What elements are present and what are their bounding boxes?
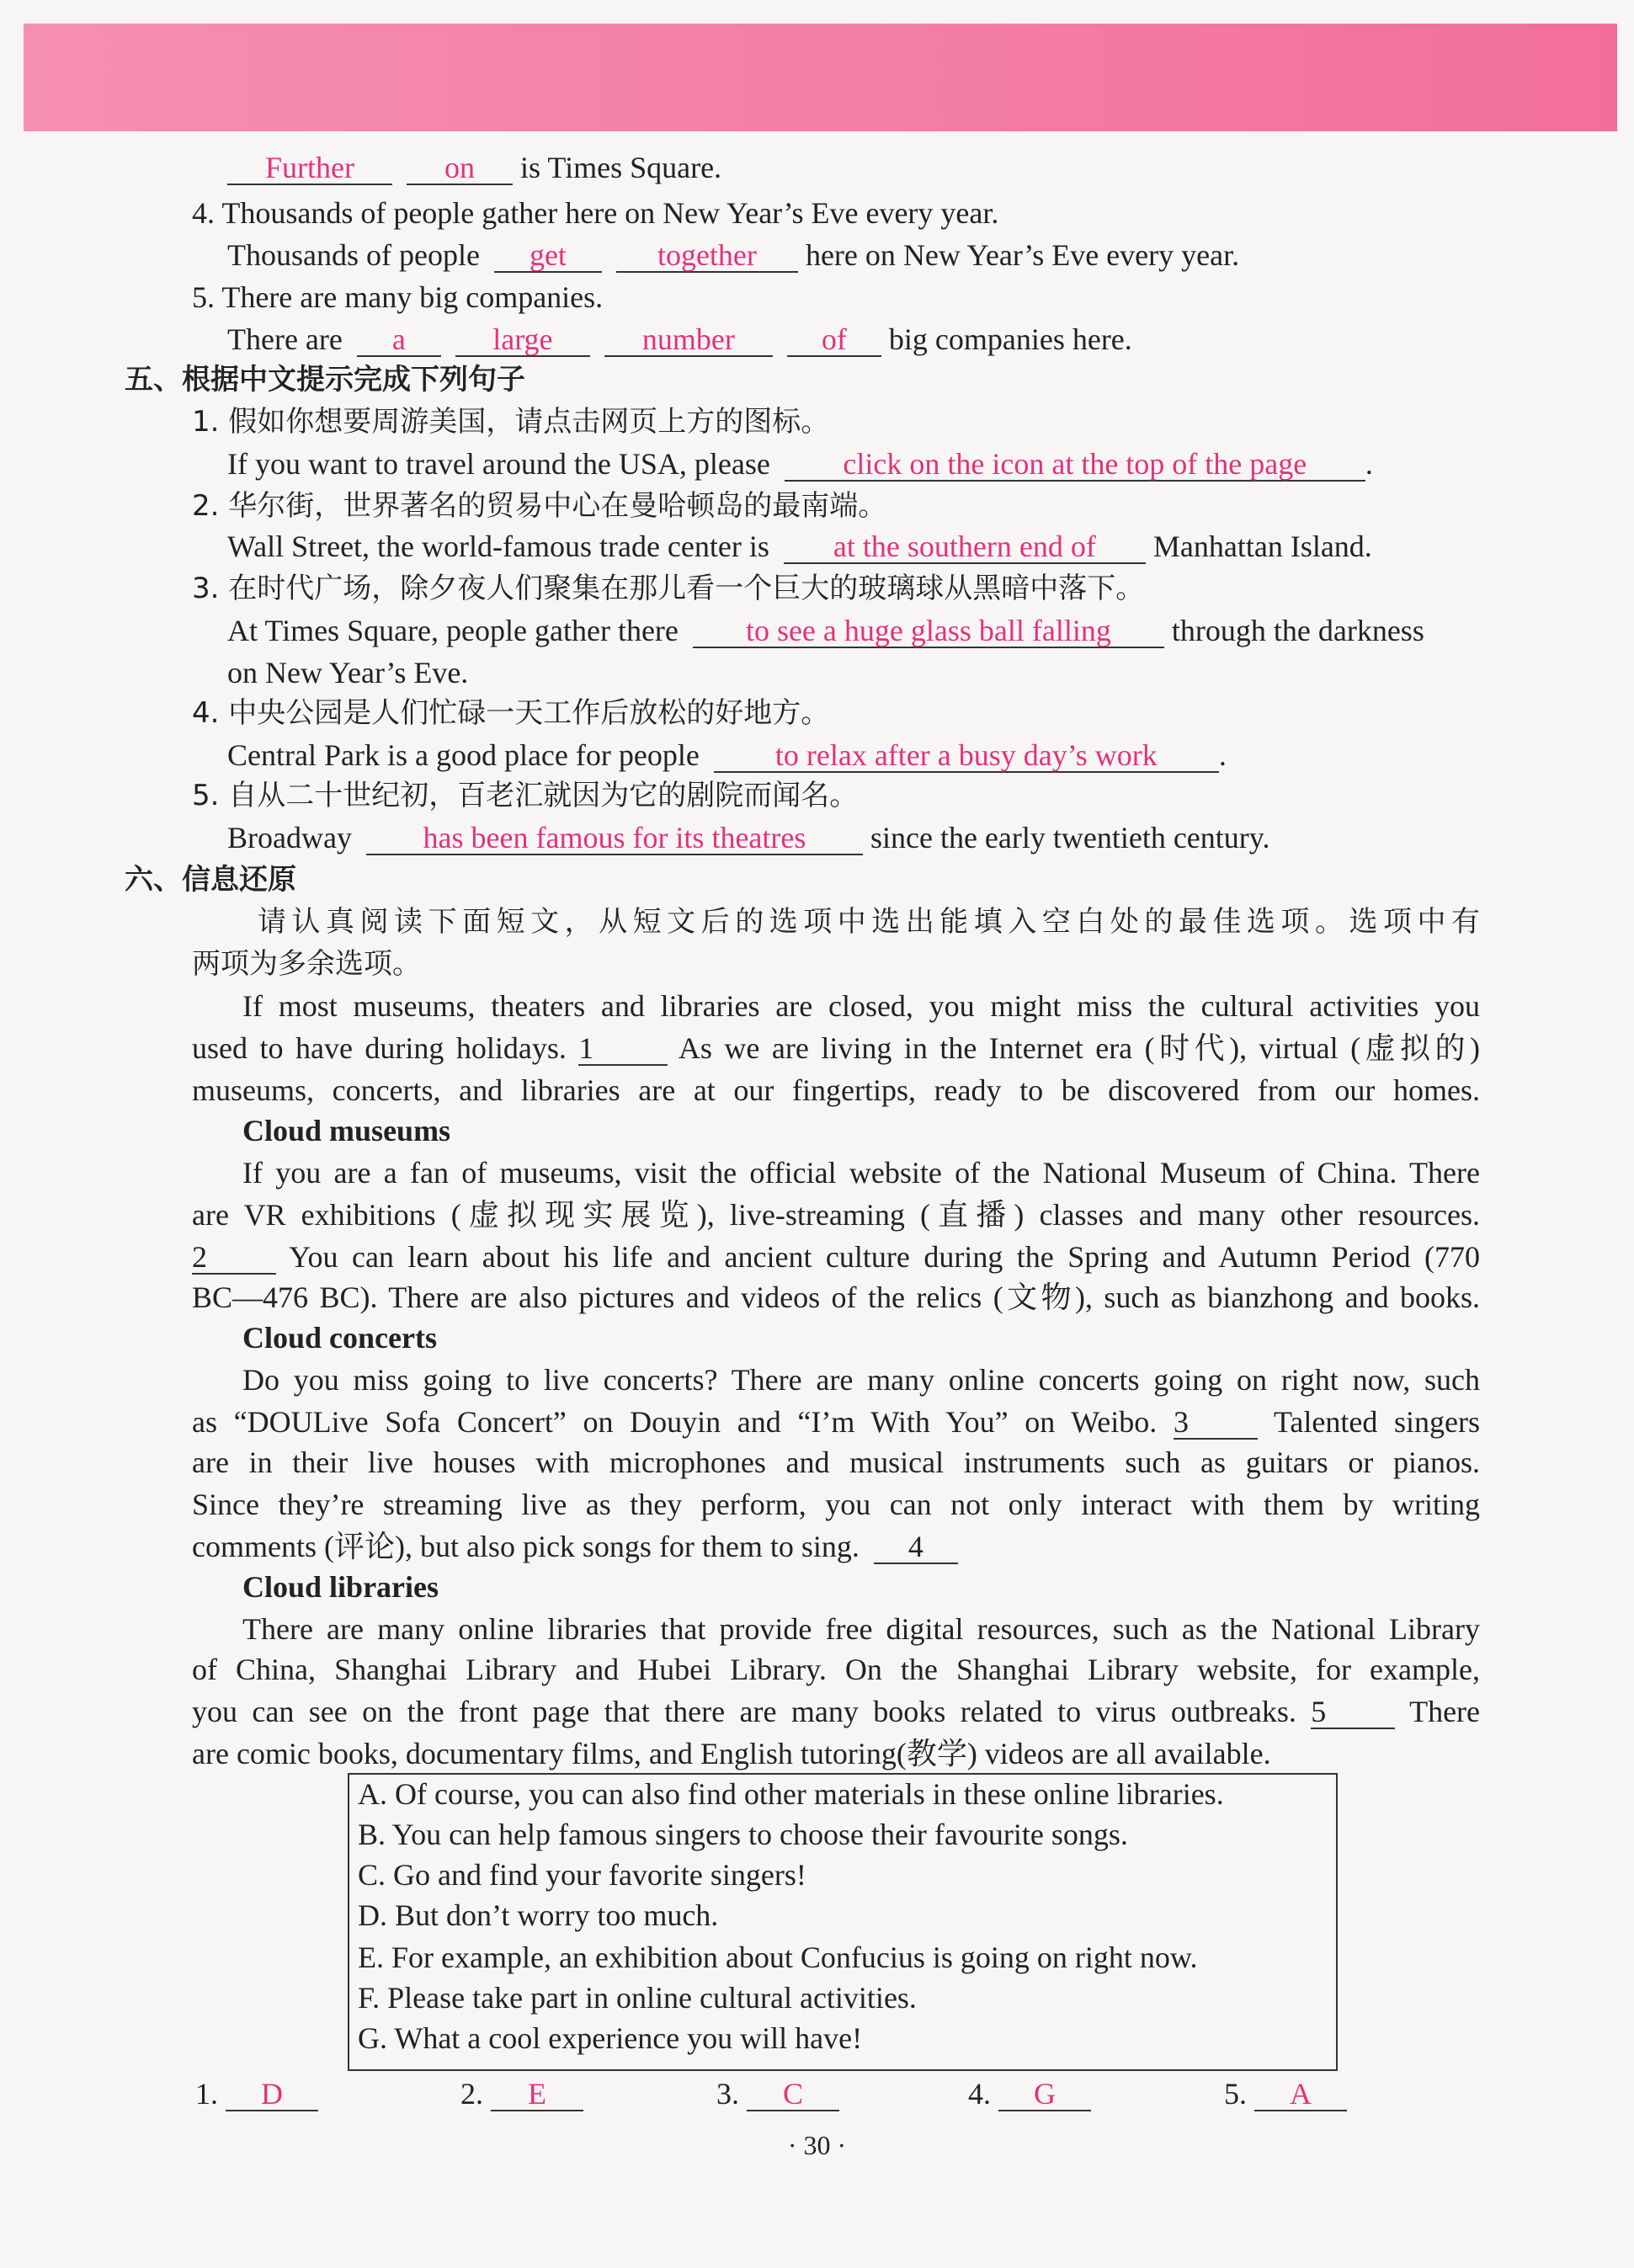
sentence-tail: . — [1365, 447, 1373, 481]
sentence-tail: big companies here. — [888, 322, 1132, 356]
p4-q5-line — [227, 322, 1132, 357]
option-e: E. For example, an exhibition about Confucius is going on right now. — [358, 1941, 1198, 1974]
sentence-tail: Manhattan Island. — [1152, 530, 1372, 563]
answer-blank[interactable]: to see a huge glass ball falling — [693, 615, 1164, 648]
instruction-line-1: 请认真阅读下面短文，从短文后的选项中选出能填入空白处的最佳选项。选项中有 — [258, 905, 1480, 939]
p4-q3-line — [227, 150, 721, 185]
answer-blank[interactable]: a — [357, 323, 441, 357]
answer-blank[interactable]: A — [1254, 2078, 1347, 2111]
passage-p3-line1: Do you miss going to live concerts? There are many online concerts going on right now, such — [242, 1363, 1480, 1397]
answer-blank[interactable]: has been famous for its theatres — [366, 822, 863, 855]
answer-3 — [716, 2076, 839, 2111]
sentence-tail: here on New Year’s Eve every year. — [805, 238, 1240, 272]
passage-p4-line1: There are many online libraries that provide free digital resources, such as the National Library — [242, 1612, 1480, 1646]
header-banner — [24, 24, 1617, 131]
answer-4 — [968, 2076, 1091, 2111]
sentence-tail: since the early twentieth century. — [870, 821, 1270, 854]
text-run: There — [1409, 1695, 1481, 1728]
passage-blank: 4 — [874, 1531, 958, 1564]
p5-item4-line — [227, 737, 1227, 773]
sentence-lead: Broadway — [227, 821, 352, 854]
p4-q4-sentence: 4. Thousands of people gather here on New Year’s Eve every year. — [192, 196, 999, 230]
answer-blank[interactable]: on — [407, 152, 513, 185]
option-a: A. Of course, you can also find other materials in these online libraries. — [358, 1777, 1224, 1811]
answer-blank[interactable]: number — [604, 323, 773, 357]
answer-number: 4. — [968, 2077, 991, 2111]
answer-blank[interactable]: D — [226, 2078, 318, 2111]
sentence-tail: through the darkness — [1171, 614, 1424, 647]
option-b: B. You can help famous singers to choose their favourite songs. — [358, 1818, 1128, 1851]
answer-blank[interactable]: together — [616, 239, 798, 273]
sentence-tail: . — [1218, 738, 1227, 772]
sentence-lead: There are — [227, 322, 343, 356]
answer-blank[interactable]: E — [491, 2078, 583, 2111]
subheading-cloud-museums: Cloud museums — [242, 1114, 451, 1147]
p5-item3-line — [227, 613, 1424, 648]
p4-q5-sentence: 5. There are many big companies. — [192, 280, 604, 314]
answer-number: 5. — [1224, 2077, 1247, 2111]
sentence-lead: Wall Street, the world-famous trade center is — [227, 530, 769, 563]
answer-blank[interactable]: click on the icon at the top of the page — [785, 448, 1365, 482]
text-run: you can see on the front page that there are many books related to virus outbreaks. — [192, 1695, 1296, 1728]
answer-blank[interactable]: at the southern end of — [784, 530, 1146, 564]
passage-blank: 3 — [1174, 1406, 1258, 1440]
passage-blank: 2 — [192, 1241, 276, 1275]
passage-p1-line2 — [192, 1030, 1480, 1066]
passage-p2-line4: BC—476 BC). There are also pictures and videos of the relics (文物), such as bianzhong and books. — [192, 1280, 1480, 1314]
p5-item3-cn: 3. 在时代广场，除夕夜人们聚集在那儿看一个巨大的玻璃球从黑暗中落下。 — [192, 572, 1145, 605]
p5-item5-line — [227, 820, 1269, 855]
options-box — [348, 1773, 1338, 2071]
answer-blank[interactable]: large — [455, 323, 590, 357]
answer-2 — [460, 2076, 583, 2111]
p5-item1-line — [227, 446, 1373, 482]
passage-p2-line2: are VR exhibitions (虚拟现实展览), live-streaming (直播) classes and many other resources. — [192, 1198, 1480, 1232]
sentence-tail: is Times Square. — [520, 151, 722, 184]
text-run: as “DOULive Sofa Concert” on Douyin and “I’m With You” on Weibo. — [192, 1405, 1158, 1439]
passage-p4-line3 — [192, 1694, 1480, 1729]
instruction-line-2: 两项为多余选项。 — [192, 947, 421, 981]
p5-item4-cn: 4. 中央公园是人们忙碌一天工作后放松的好地方。 — [192, 696, 830, 730]
answer-blank[interactable]: C — [747, 2078, 839, 2111]
text-run: comments (评论), but also pick songs for them to sing. — [192, 1530, 860, 1563]
p5-item1-cn: 1. 假如你想要周游美国，请点击网页上方的图标。 — [192, 405, 830, 439]
p5-item5-cn: 5. 自从二十世纪初，百老汇就因为它的剧院而闻名。 — [192, 779, 859, 812]
passage-p3-line5 — [192, 1529, 958, 1564]
answer-blank[interactable]: get — [494, 239, 602, 273]
p5-item2-line — [227, 529, 1372, 564]
answer-1 — [195, 2076, 318, 2111]
passage-blank: 1 — [578, 1032, 668, 1066]
answer-5 — [1224, 2076, 1347, 2111]
answer-blank[interactable]: Further — [227, 152, 392, 185]
subheading-cloud-concerts: Cloud concerts — [242, 1321, 437, 1355]
passage-p4-line2: of China, Shanghai Library and Hubei Library. On the Shanghai Library website, for example, — [192, 1653, 1480, 1686]
passage-blank: 5 — [1311, 1696, 1395, 1729]
p4-q4-line — [227, 237, 1239, 273]
passage-p3-line4: Since they’re streaming live as they perform, you can not only interact with them by writing — [192, 1488, 1480, 1521]
option-g: G. What a cool experience you will have! — [358, 2021, 863, 2055]
sentence-lead: At Times Square, people gather there — [227, 614, 679, 647]
option-c: C. Go and find your favorite singers! — [358, 1858, 806, 1892]
text-run: As we are living in the Internet era (时代), virtual (虚拟的) — [678, 1031, 1481, 1065]
answer-blank[interactable]: to relax after a busy day’s work — [714, 739, 1219, 773]
sentence-lead: Thousands of people — [227, 238, 480, 272]
answer-blank[interactable]: G — [998, 2078, 1091, 2111]
option-f: F. Please take part in online cultural activities. — [358, 1981, 917, 2015]
section-heading-5: 五、根据中文提示完成下列句子 — [125, 363, 525, 397]
p5-item3-cont: on New Year’s Eve. — [227, 656, 469, 689]
sentence-lead: Central Park is a good place for people — [227, 738, 700, 772]
text-run: used to have during holidays. — [192, 1031, 567, 1065]
text-run: You can learn about his life and ancient culture during the Spring and Autumn Period (770 — [289, 1240, 1480, 1274]
answer-number: 1. — [195, 2077, 218, 2111]
sentence-lead: If you want to travel around the USA, please — [227, 447, 770, 481]
passage-p2-line3 — [192, 1239, 1480, 1275]
answer-number: 2. — [460, 2077, 483, 2111]
p5-item2-cn: 2. 华尔街，世界著名的贸易中心在曼哈顿岛的最南端。 — [192, 489, 887, 523]
passage-p1-line1: If most museums, theaters and libraries are closed, you might miss the cultural activities you — [242, 989, 1480, 1023]
passage-p2-line1: If you are a fan of museums, visit the official website of the National Museum of China. There — [242, 1156, 1480, 1190]
passage-p3-line3: are in their live houses with microphones and musical instruments such as guitars or pianos. — [192, 1445, 1480, 1479]
text-run: Talented singers — [1273, 1405, 1480, 1439]
passage-p1-line3: museums, concerts, and libraries are at our fingertips, ready to be discovered from our homes. — [192, 1073, 1480, 1107]
page-number: · 30 · — [787, 2130, 847, 2160]
passage-p4-line4: are comic books, documentary films, and English tutoring(教学) videos are all available. — [192, 1737, 1271, 1770]
option-d: D. But don’t worry too much. — [358, 1898, 719, 1932]
passage-p3-line2 — [192, 1404, 1480, 1440]
subheading-cloud-libraries: Cloud libraries — [242, 1570, 439, 1604]
answer-blank[interactable]: of — [787, 323, 881, 357]
answer-number: 3. — [716, 2077, 739, 2111]
section-heading-6: 六、信息还原 — [125, 863, 296, 897]
